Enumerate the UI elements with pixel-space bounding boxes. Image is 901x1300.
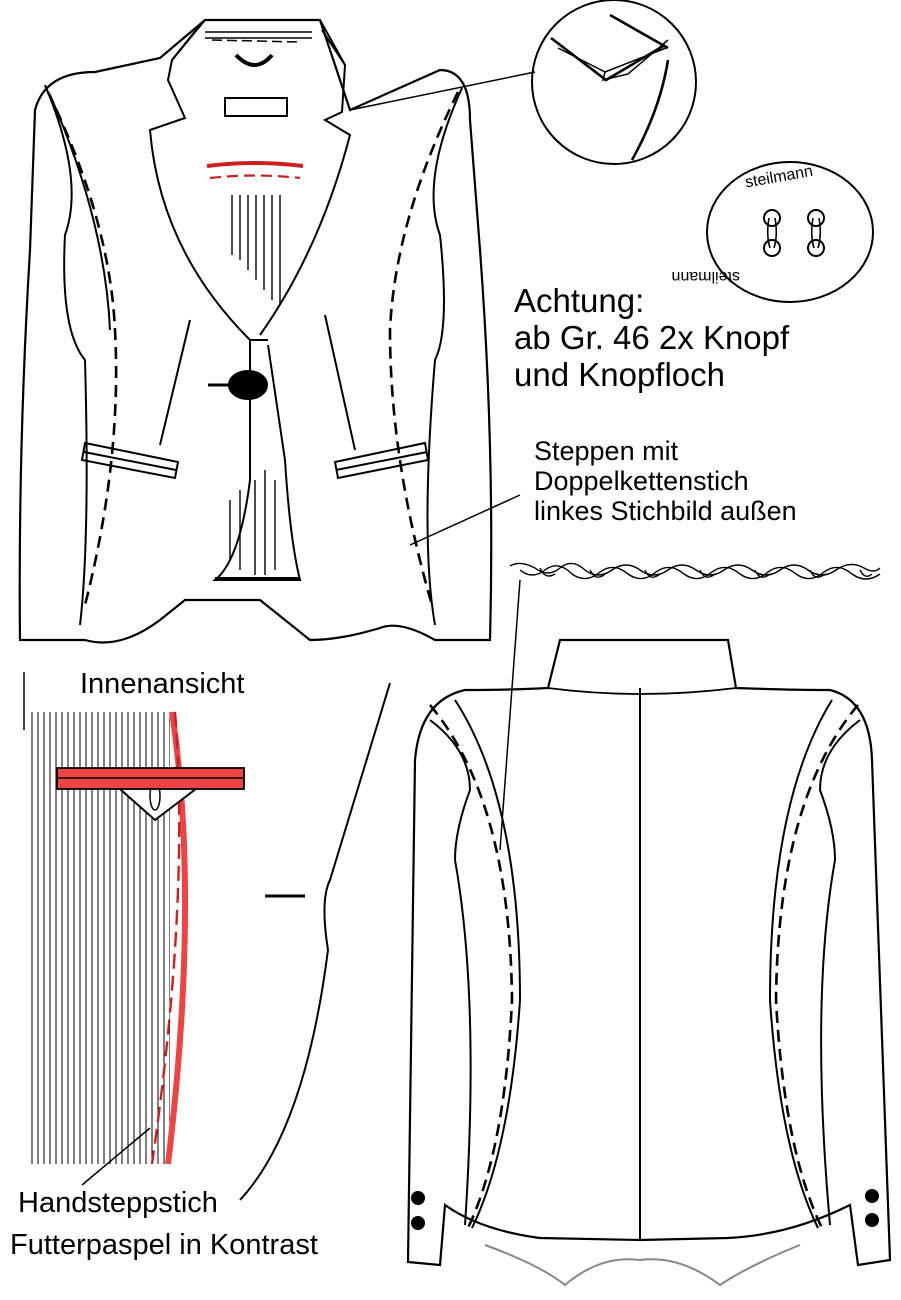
stitch-note bbox=[534, 436, 797, 527]
piping-label: Futterpaspel in Kontrast bbox=[10, 1229, 318, 1261]
lapel-detail-magnifier bbox=[350, 0, 696, 164]
stitch-line-2: Doppelkettenstich bbox=[534, 466, 749, 497]
double-chain-stitch-symbol bbox=[510, 563, 880, 579]
stitch-line-1: Steppen mit bbox=[534, 436, 679, 466]
inside-view-label: Innenansicht bbox=[80, 668, 245, 700]
warning-note bbox=[514, 283, 789, 394]
button-brand-text-bottom: steilmann bbox=[671, 268, 740, 285]
jacket-back-view bbox=[408, 640, 890, 1285]
neck-piping-red bbox=[207, 163, 303, 178]
warning-line-1: Achtung: bbox=[514, 282, 645, 319]
warning-line-2: ab Gr. 46 2x Knopf bbox=[514, 318, 790, 356]
button-brand-text-top: steilmann bbox=[743, 162, 815, 192]
jacket-front-view bbox=[20, 20, 492, 643]
warning-line-3: und Knopfloch bbox=[514, 355, 726, 393]
hand-stitch-label: Handsteppstich bbox=[18, 1187, 218, 1219]
steilmann-button bbox=[672, 162, 873, 302]
stitch-line-3: linkes Stichbild außen bbox=[534, 496, 797, 527]
inner-view-detail bbox=[24, 672, 390, 1200]
